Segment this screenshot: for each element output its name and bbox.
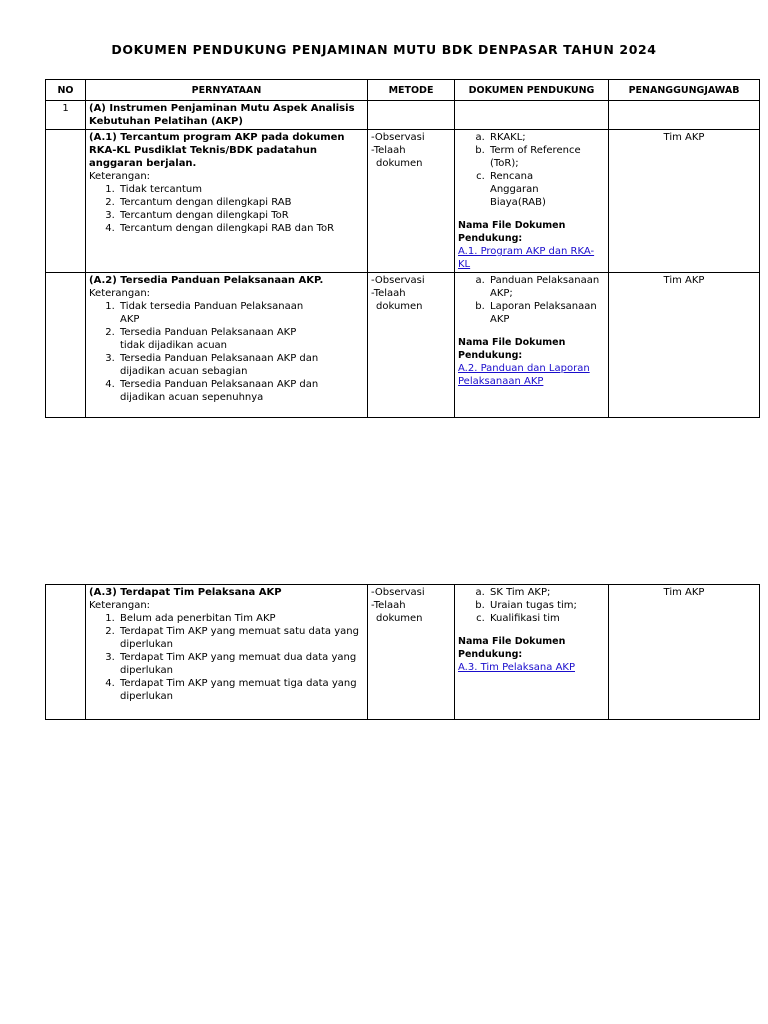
doc-item: b. Uraian tugas tim; bbox=[488, 599, 605, 612]
option-item: 1. Belum ada penerbitan Tim AKP bbox=[118, 612, 364, 625]
section-number: 1 bbox=[46, 101, 86, 130]
file-label: Nama File Dokumen Pendukung: bbox=[458, 220, 566, 244]
supporting-docs-cell bbox=[455, 130, 609, 273]
option-item: 4. Tercantum dengan dilengkapi RAB dan ToR bbox=[118, 222, 364, 235]
header-pernyataan: PERNYATAAN bbox=[86, 80, 368, 101]
file-link[interactable]: A.3. Tim Pelaksana AKP bbox=[458, 662, 575, 673]
method-telaah: -Telaah bbox=[371, 288, 406, 299]
option-item: 3. Terdapat Tim AKP yang memuat dua data yang diperlukan bbox=[118, 651, 364, 677]
doc-item: c. Kualifikasi tim bbox=[488, 612, 605, 625]
doc-list bbox=[458, 586, 605, 625]
option-item: 3. Tersedia Panduan Pelaksanaan AKP dan dijadikan acuan sebagian bbox=[118, 352, 324, 378]
file-label: Nama File Dokumen Pendukung: bbox=[458, 337, 566, 361]
table-row-a3 bbox=[46, 585, 760, 720]
method-dokumen: dokumen bbox=[376, 158, 423, 169]
option-item: 4. Terdapat Tim AKP yang memuat tiga data yang diperlukan bbox=[118, 677, 364, 703]
quality-assurance-table-continued bbox=[45, 584, 760, 720]
table-row-a1 bbox=[46, 130, 760, 273]
doc-item: b. Term of Reference (ToR); bbox=[488, 144, 605, 170]
statement-cell bbox=[86, 273, 368, 418]
file-label: Nama File Dokumen Pendukung: bbox=[458, 636, 566, 660]
option-list bbox=[89, 300, 364, 404]
doc-item: a. Panduan Pelaksanaan AKP; bbox=[488, 274, 605, 300]
supporting-docs-cell bbox=[455, 585, 609, 720]
header-dokumen-pendukung: DOKUMEN PENDUKUNG bbox=[455, 80, 609, 101]
header-penanggungjawab: PENANGGUNGJAWAB bbox=[609, 80, 760, 101]
table-row-a2 bbox=[46, 273, 760, 418]
quality-assurance-table bbox=[45, 79, 760, 418]
option-item: 2. Tersedia Panduan Pelaksanaan AKP tidak dijadikan acuan bbox=[118, 326, 324, 352]
keterangan-label: Keterangan: bbox=[89, 600, 151, 611]
header-no: NO bbox=[46, 80, 86, 101]
document-title: DOKUMEN PENDUKUNG PENJAMINAN MUTU BDK DENPASAR TAHUN 2024 bbox=[111, 42, 657, 57]
option-item: 4. Tersedia Panduan Pelaksanaan AKP dan dijadikan acuan sepenuhnya bbox=[118, 378, 324, 404]
option-item: 1. Tidak tersedia Panduan Pelaksanaan AKP bbox=[118, 300, 324, 326]
keterangan-label: Keterangan: bbox=[89, 288, 151, 299]
option-item: 2. Tercantum dengan dilengkapi RAB bbox=[118, 196, 364, 209]
method-telaah: -Telaah bbox=[371, 600, 406, 611]
statement-title: (A.3) Terdapat Tim Pelaksana AKP bbox=[89, 587, 282, 598]
file-link[interactable]: A.1. Program AKP dan RKA-KL bbox=[458, 246, 595, 270]
statement-title: (A.2) Tersedia Panduan Pelaksanaan AKP. bbox=[89, 275, 324, 286]
table-header-row bbox=[46, 80, 760, 101]
doc-item: c. Rencana Anggaran Biaya(RAB) bbox=[488, 170, 605, 209]
method-observasi: -Observasi bbox=[371, 132, 425, 143]
option-item: 1. Tidak tercantum bbox=[118, 183, 364, 196]
statement-title: (A.1) Tercantum program AKP pada dokumen RKA-KL Pusdiklat Teknis/BDK padatahun anggaran berjalan. bbox=[89, 132, 345, 169]
option-list bbox=[89, 612, 364, 703]
responsible-cell: Tim AKP bbox=[609, 130, 760, 273]
method-cell bbox=[368, 130, 455, 273]
method-observasi: -Observasi bbox=[371, 587, 425, 598]
doc-item: a. RKAKL; bbox=[488, 131, 605, 144]
doc-item: b. Laporan Pelaksanaan AKP bbox=[488, 300, 605, 326]
method-cell bbox=[368, 273, 455, 418]
option-item: 3. Tercantum dengan dilengkapi ToR bbox=[118, 209, 364, 222]
file-link[interactable]: A.2. Panduan dan Laporan Pelaksanaan AKP bbox=[458, 363, 590, 387]
doc-list bbox=[458, 131, 605, 209]
doc-item: a. SK Tim AKP; bbox=[488, 586, 605, 599]
section-row bbox=[46, 101, 760, 130]
responsible-cell: Tim AKP bbox=[609, 585, 760, 720]
method-cell bbox=[368, 585, 455, 720]
supporting-docs-cell bbox=[455, 273, 609, 418]
statement-cell bbox=[86, 130, 368, 273]
option-list bbox=[89, 183, 364, 235]
method-observasi: -Observasi bbox=[371, 275, 425, 286]
method-telaah: -Telaah bbox=[371, 145, 406, 156]
method-dokumen: dokumen bbox=[376, 301, 423, 312]
section-title: (A) Instrumen Penjaminan Mutu Aspek Analisis Kebutuhan Pelatihan (AKP) bbox=[86, 101, 368, 130]
doc-list bbox=[458, 274, 605, 326]
statement-cell bbox=[86, 585, 368, 720]
header-metode: METODE bbox=[368, 80, 455, 101]
keterangan-label: Keterangan: bbox=[89, 171, 151, 182]
method-dokumen: dokumen bbox=[376, 613, 423, 624]
option-item: 2. Terdapat Tim AKP yang memuat satu data yang diperlukan bbox=[118, 625, 364, 651]
responsible-cell: Tim AKP bbox=[609, 273, 760, 418]
